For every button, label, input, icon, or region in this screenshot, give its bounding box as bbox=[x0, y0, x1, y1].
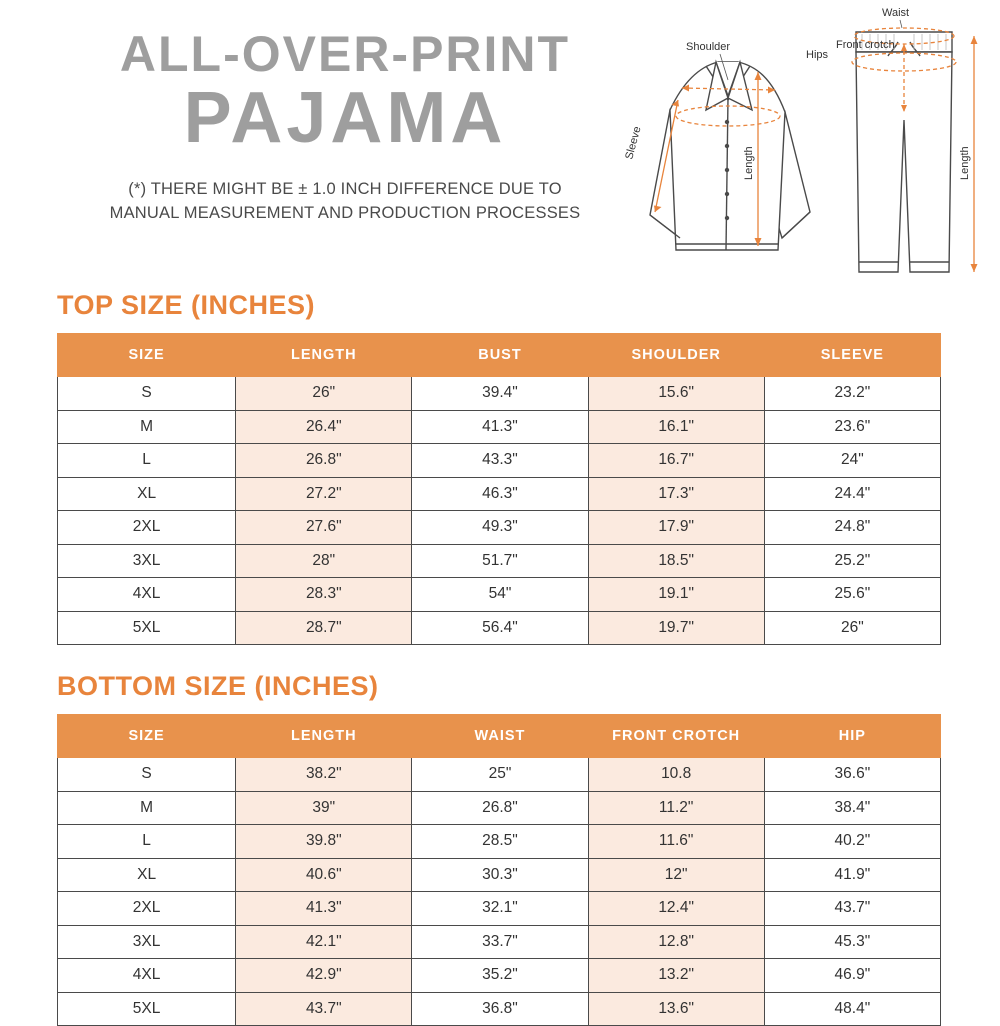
header bbox=[0, 0, 1000, 290]
cell-length: 42.1" bbox=[236, 925, 412, 959]
length-bottom-measure bbox=[971, 36, 978, 272]
table-row bbox=[58, 925, 941, 959]
cell-sleeve: 24" bbox=[764, 444, 940, 478]
cell-waist: 25" bbox=[412, 758, 588, 792]
column-header-bust: BUST bbox=[412, 334, 588, 377]
cell-length: 26.4" bbox=[236, 410, 412, 444]
table-header-row bbox=[58, 715, 941, 758]
cell-hip: 36.6" bbox=[764, 758, 940, 792]
cell-bust: 39.4" bbox=[412, 377, 588, 411]
cell-length: 26.8" bbox=[236, 444, 412, 478]
cell-waist: 36.8" bbox=[412, 992, 588, 1026]
column-header-front-crotch: FRONT CROTCH bbox=[588, 715, 764, 758]
cell-length: 39" bbox=[236, 791, 412, 825]
column-header-sleeve: SLEEVE bbox=[764, 334, 940, 377]
cell-length: 39.8" bbox=[236, 825, 412, 859]
cell-sleeve: 24.4" bbox=[764, 477, 940, 511]
cell-size: S bbox=[58, 377, 236, 411]
column-header-size: SIZE bbox=[58, 334, 236, 377]
cell-front-crotch: 12" bbox=[588, 858, 764, 892]
cell-front-crotch: 12.8" bbox=[588, 925, 764, 959]
table-row bbox=[58, 892, 941, 926]
table-row bbox=[58, 959, 941, 993]
label-hips: Hips bbox=[806, 49, 829, 61]
cell-size: 5XL bbox=[58, 992, 236, 1026]
cell-size: 4XL bbox=[58, 578, 236, 612]
table-row bbox=[58, 477, 941, 511]
cell-length: 26" bbox=[236, 377, 412, 411]
label-length-bottom: Length bbox=[959, 146, 971, 180]
cell-bust: 46.3" bbox=[412, 477, 588, 511]
cell-front-crotch: 11.2" bbox=[588, 791, 764, 825]
cell-shoulder: 16.1" bbox=[588, 410, 764, 444]
table-row bbox=[58, 758, 941, 792]
column-header-hip: HIP bbox=[764, 715, 940, 758]
label-sleeve: Sleeve bbox=[623, 125, 644, 161]
cell-bust: 43.3" bbox=[412, 444, 588, 478]
cell-size: L bbox=[58, 444, 236, 478]
cell-sleeve: 23.2" bbox=[764, 377, 940, 411]
cell-hip: 43.7" bbox=[764, 892, 940, 926]
cell-size: 3XL bbox=[58, 544, 236, 578]
title-block bbox=[55, 28, 635, 226]
pajama-illustration bbox=[610, 0, 990, 300]
cell-length: 28.7" bbox=[236, 611, 412, 645]
cell-hip: 45.3" bbox=[764, 925, 940, 959]
cell-length: 38.2" bbox=[236, 758, 412, 792]
cell-size: S bbox=[58, 758, 236, 792]
cell-length: 28" bbox=[236, 544, 412, 578]
cell-waist: 35.2" bbox=[412, 959, 588, 993]
disclaimer-line-2: MANUAL MEASUREMENT AND PRODUCTION PROCESSES bbox=[109, 204, 581, 223]
cell-bust: 41.3" bbox=[412, 410, 588, 444]
column-header-length: LENGTH bbox=[236, 334, 412, 377]
cell-sleeve: 26" bbox=[764, 611, 940, 645]
cell-size: 2XL bbox=[58, 511, 236, 545]
top-size-table bbox=[57, 333, 941, 645]
cell-hip: 40.2" bbox=[764, 825, 940, 859]
table-row bbox=[58, 544, 941, 578]
cell-shoulder: 15.6" bbox=[588, 377, 764, 411]
cell-size: L bbox=[58, 825, 236, 859]
cell-size: 3XL bbox=[58, 925, 236, 959]
cell-shoulder: 18.5" bbox=[588, 544, 764, 578]
cell-size: XL bbox=[58, 477, 236, 511]
cell-bust: 54" bbox=[412, 578, 588, 612]
table-row bbox=[58, 858, 941, 892]
cell-hip: 46.9" bbox=[764, 959, 940, 993]
label-front-crotch: Front crotch bbox=[836, 39, 895, 51]
cell-sleeve: 25.2" bbox=[764, 544, 940, 578]
cell-size: M bbox=[58, 791, 236, 825]
cell-shoulder: 19.7" bbox=[588, 611, 764, 645]
cell-hip: 41.9" bbox=[764, 858, 940, 892]
bottom-size-title: BOTTOM SIZE (INCHES) bbox=[57, 671, 379, 701]
cell-sleeve: 23.6" bbox=[764, 410, 940, 444]
table-row bbox=[58, 410, 941, 444]
column-header-size: SIZE bbox=[58, 715, 236, 758]
cell-front-crotch: 13.6" bbox=[588, 992, 764, 1026]
table-row bbox=[58, 611, 941, 645]
cell-length: 42.9" bbox=[236, 959, 412, 993]
column-header-waist: WAIST bbox=[412, 715, 588, 758]
cell-shoulder: 16.7" bbox=[588, 444, 764, 478]
cell-bust: 49.3" bbox=[412, 511, 588, 545]
page-title-line1: ALL-OVER-PRINT bbox=[119, 26, 571, 82]
column-header-length: LENGTH bbox=[236, 715, 412, 758]
cell-front-crotch: 12.4" bbox=[588, 892, 764, 926]
cell-length: 28.3" bbox=[236, 578, 412, 612]
cell-hip: 48.4" bbox=[764, 992, 940, 1026]
cell-bust: 51.7" bbox=[412, 544, 588, 578]
table-row bbox=[58, 377, 941, 411]
cell-front-crotch: 10.8 bbox=[588, 758, 764, 792]
disclaimer bbox=[55, 178, 635, 226]
table-header-row bbox=[58, 334, 941, 377]
top-size-title: TOP SIZE (INCHES) bbox=[57, 290, 316, 320]
label-length-top: Length bbox=[743, 146, 755, 180]
cell-waist: 33.7" bbox=[412, 925, 588, 959]
page-title-line2: PAJAMA bbox=[183, 77, 507, 158]
table-row bbox=[58, 578, 941, 612]
cell-sleeve: 25.6" bbox=[764, 578, 940, 612]
label-waist: Waist bbox=[882, 7, 910, 19]
cell-length: 27.2" bbox=[236, 477, 412, 511]
cell-size: M bbox=[58, 410, 236, 444]
cell-hip: 38.4" bbox=[764, 791, 940, 825]
cell-size: XL bbox=[58, 858, 236, 892]
table-row bbox=[58, 992, 941, 1026]
cell-waist: 30.3" bbox=[412, 858, 588, 892]
cell-length: 41.3" bbox=[236, 892, 412, 926]
cell-front-crotch: 11.6" bbox=[588, 825, 764, 859]
column-header-shoulder: SHOULDER bbox=[588, 334, 764, 377]
cell-length: 40.6" bbox=[236, 858, 412, 892]
cell-size: 5XL bbox=[58, 611, 236, 645]
cell-sleeve: 24.8" bbox=[764, 511, 940, 545]
table-row bbox=[58, 791, 941, 825]
label-shoulder: Shoulder bbox=[686, 41, 731, 53]
cell-size: 2XL bbox=[58, 892, 236, 926]
cell-size: 4XL bbox=[58, 959, 236, 993]
table-row bbox=[58, 511, 941, 545]
pajama-top-figure bbox=[650, 62, 810, 250]
disclaimer-line-1: (*) THERE MIGHT BE ± 1.0 INCH DIFFERENCE DUE TO bbox=[128, 180, 562, 199]
cell-shoulder: 17.3" bbox=[588, 477, 764, 511]
cell-bust: 56.4" bbox=[412, 611, 588, 645]
table-row bbox=[58, 825, 941, 859]
cell-length: 43.7" bbox=[236, 992, 412, 1026]
cell-front-crotch: 13.2" bbox=[588, 959, 764, 993]
cell-waist: 28.5" bbox=[412, 825, 588, 859]
cell-waist: 32.1" bbox=[412, 892, 588, 926]
bottom-size-table bbox=[57, 714, 941, 1026]
cell-shoulder: 17.9" bbox=[588, 511, 764, 545]
cell-length: 27.6" bbox=[236, 511, 412, 545]
cell-shoulder: 19.1" bbox=[588, 578, 764, 612]
cell-waist: 26.8" bbox=[412, 791, 588, 825]
table-row bbox=[58, 444, 941, 478]
